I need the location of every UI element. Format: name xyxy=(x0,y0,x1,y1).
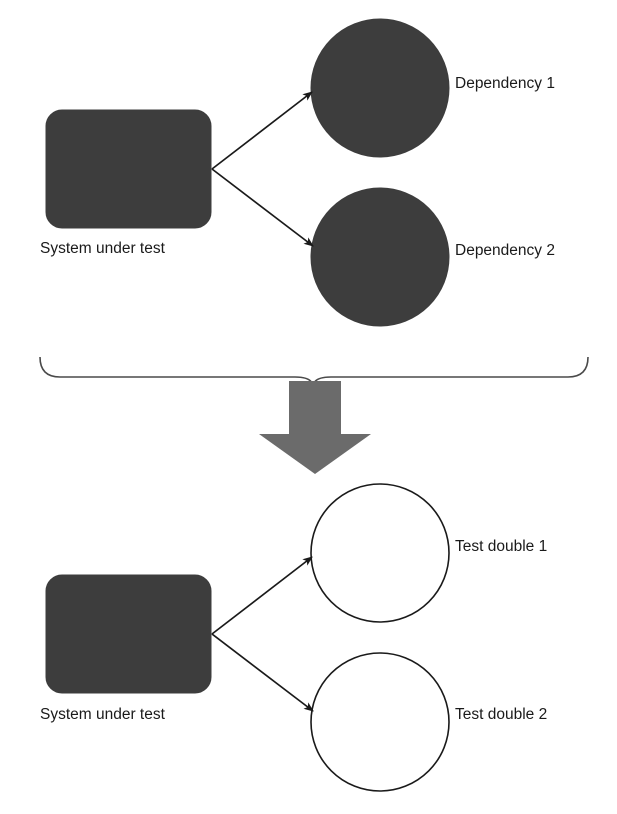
test-double-2-circle xyxy=(311,653,449,791)
system-under-test-label-bottom: System under test xyxy=(40,706,165,723)
dependency-2-circle xyxy=(311,188,449,326)
arrow-sut-to-dependency-2 xyxy=(212,169,313,246)
arrow-sut-to-test-double-1 xyxy=(212,557,312,634)
down-arrow-icon xyxy=(259,381,371,474)
arrow-sut-to-dependency-1 xyxy=(212,92,312,169)
test-double-1-label: Test double 1 xyxy=(455,538,548,555)
system-under-test-box-top xyxy=(46,110,211,228)
test-double-1-circle xyxy=(311,484,449,622)
dependency-1-circle xyxy=(311,19,449,157)
arrow-sut-to-test-double-2 xyxy=(212,634,313,711)
test-double-2-label: Test double 2 xyxy=(455,706,548,723)
dependency-2-label: Dependency 2 xyxy=(455,242,555,259)
system-under-test-box-bottom xyxy=(46,575,211,693)
system-under-test-label-top: System under test xyxy=(40,240,165,257)
dependency-1-label: Dependency 1 xyxy=(455,75,555,92)
